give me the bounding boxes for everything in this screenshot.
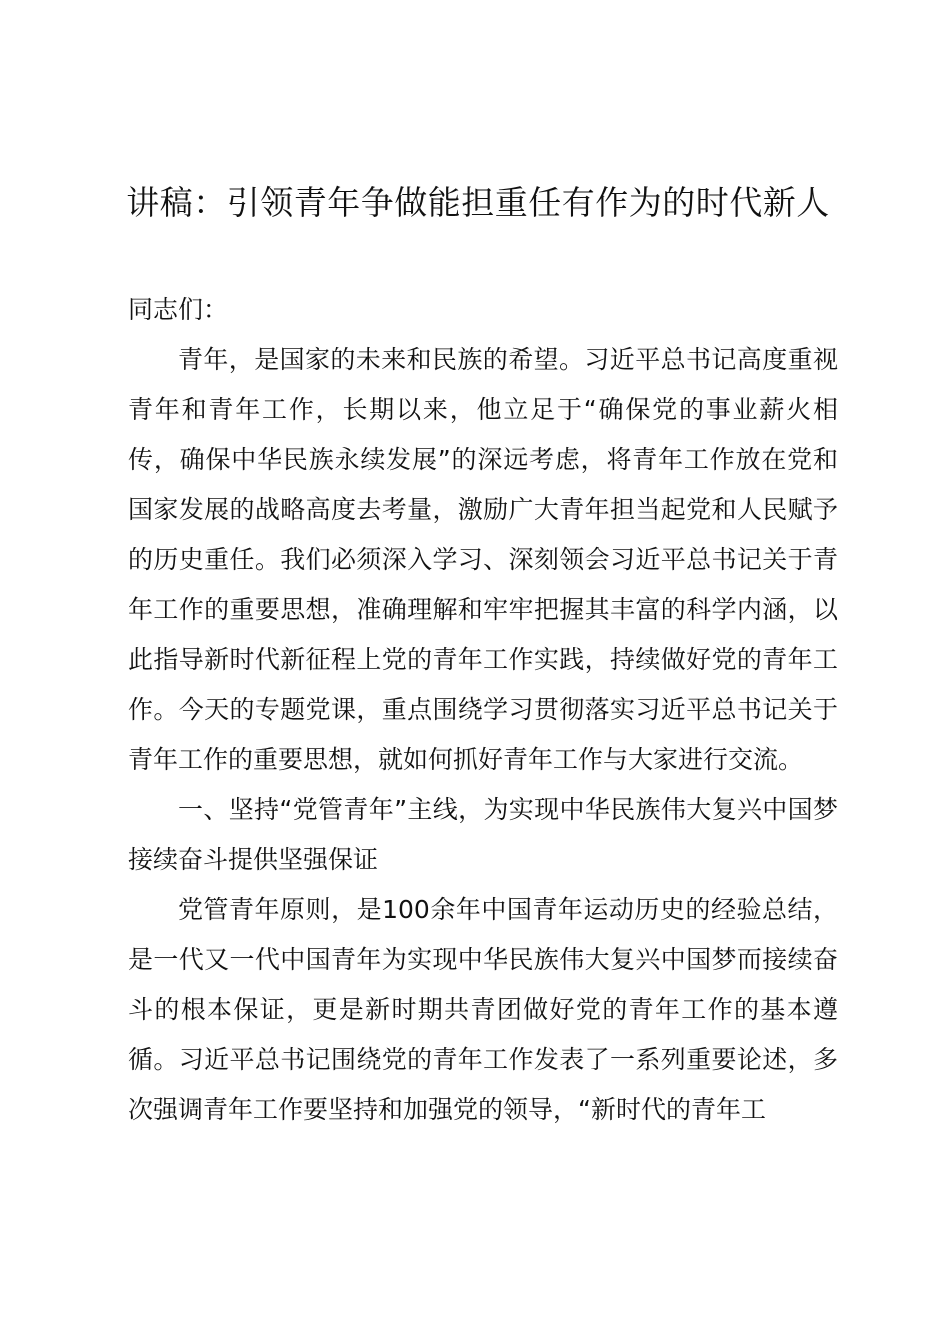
- section-heading: 一、坚持“党管青年”主线，为实现中华民族伟大复兴中国梦接续奋斗提供坚强保证: [128, 795, 838, 874]
- salutation: 同志们：: [128, 295, 229, 324]
- document-body: [128, 285, 838, 1135]
- intro-paragraph: 青年，是国家的未来和民族的希望。习近平总书记高度重视青年和青年工作，长期以来，他立足于“确保党的事业薪火相传，确保中华民族永续发展”的深远考虑，将青年工作放在党和国家发展的战略高度去考量，激励广大青年担当起党和人民赋予的历史重任。我们必须深入学习、深刻领会习近平总书记关于青年工作的重要思想，准确理解和牢牢把握其丰富的科学内涵，以此指导新时代新征程上党的青年工作实践，持续做好党的青年工作。今天的专题党课，重点围绕学习贯彻落实习近平总书记关于青年工作的重要思想，就如何抓好青年工作与大家进行交流。: [128, 345, 838, 774]
- document-title: 讲稿：引领青年争做能担重任有作为的时代新人: [126, 183, 830, 222]
- section-paragraph: 党管青年原则，是100余年中国青年运动历史的经验总结，是一代又一代中国青年为实现中华民族伟大复兴中国梦而接续奋斗的根本保证，更是新时期共青团做好党的青年工作的基本遵循。习近平总书记围绕党的青年工作发表了一系列重要论述，多次强调青年工作要坚持和加强党的领导，“新时代的青年工: [128, 895, 838, 1124]
